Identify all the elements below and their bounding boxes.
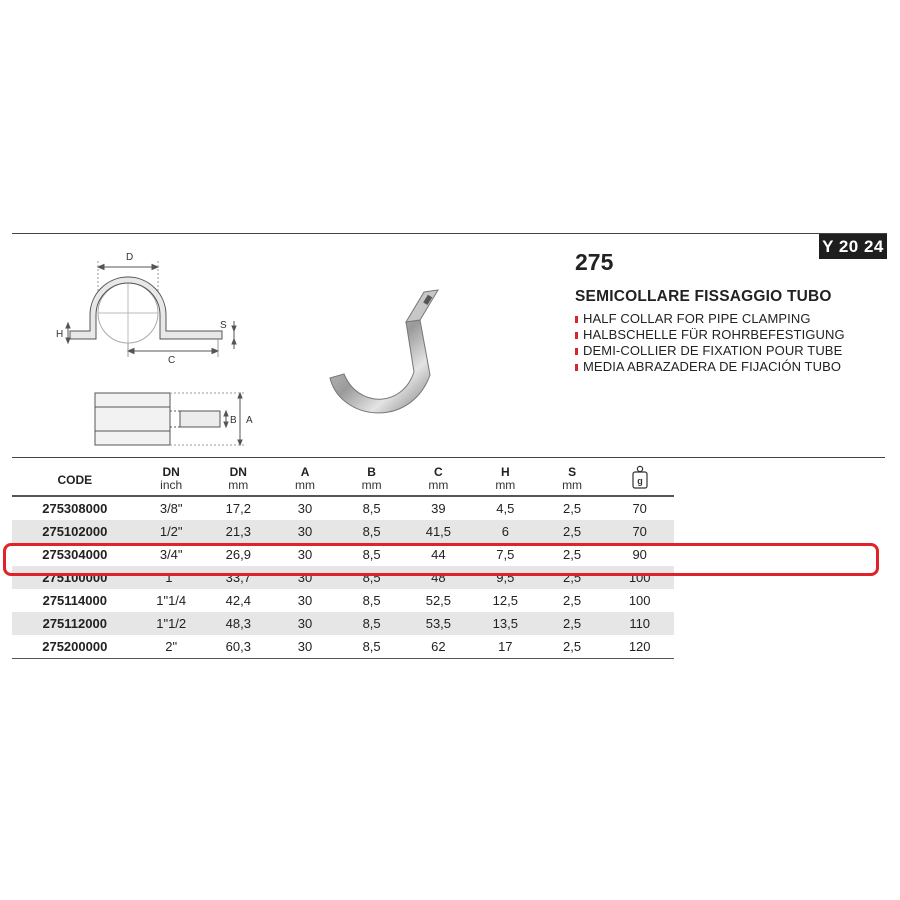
table-top-divider [12,457,885,458]
header-unit: mm [361,478,382,492]
cell-s: 2,5 [563,616,582,631]
cell-c: 62 [431,639,446,654]
cell-s: 2,5 [563,639,582,654]
col-header-s [539,465,606,496]
cell-a: 30 [297,639,313,654]
product-photo [310,280,470,440]
table-row [12,589,674,612]
translation-fr [575,343,845,359]
cell-dn-mm: 26,9 [225,547,251,562]
header-label: A [300,465,310,479]
cell-s: 2,5 [563,501,582,516]
dim-label-b: B [230,415,237,426]
cell-code: 275100000 [42,570,108,585]
cell-code: 275308000 [42,501,108,516]
cell-dn-inch: 2" [165,639,178,654]
translation-de [575,327,845,343]
bullet-icon [575,332,578,339]
table-row [12,612,674,635]
cell-dn-inch: 3/4" [159,547,183,562]
cell-h: 13,5 [492,616,518,631]
header-label: C [434,465,443,479]
cell-a: 30 [297,547,313,562]
header-unit: mm [228,478,249,492]
cell-b: 8,5 [362,639,381,654]
col-header-dn-mm [205,465,272,496]
bullet-icon [575,364,578,371]
product-code: 275 [575,249,614,275]
col-header-b [338,465,405,496]
bullet-icon [575,348,578,355]
cell-b: 8,5 [362,570,381,585]
header-unit: mm [495,478,516,492]
col-header-h [472,465,539,496]
cell-b: 8,5 [362,593,381,608]
cell-s: 2,5 [563,524,582,539]
table-row [12,496,674,520]
year-badge: Y 20 24 [819,234,887,259]
header-unit: mm [428,478,449,492]
translations-list [575,311,845,375]
cell-weight: 70 [632,501,647,516]
cell-a: 30 [297,616,313,631]
cell-b: 8,5 [362,616,381,631]
product-title: SEMICOLLARE FISSAGGIO TUBO [575,288,832,305]
cell-h: 6 [501,524,509,539]
header-label: S [568,465,577,479]
translation-en [575,311,845,327]
translation-text: HALF COLLAR FOR PIPE CLAMPING [583,311,811,326]
highlighted-row-outline [3,543,879,576]
header-label: DN [229,465,247,479]
side-view-diagram [80,385,270,455]
dim-label-s: S [220,320,227,331]
cell-dn-mm: 17,2 [225,501,251,516]
cell-dn-mm: 21,3 [225,524,251,539]
cell-code: 275304000 [42,547,108,562]
cell-h: 4,5 [496,501,515,516]
header-label: DN [162,465,180,479]
dim-label-d: D [126,252,134,263]
translation-es [575,359,845,375]
cell-weight: 120 [628,639,651,654]
weight-icon [631,465,649,489]
cell-s: 2,5 [563,593,582,608]
cell-weight: 90 [632,547,647,562]
cell-code: 275200000 [42,639,108,654]
dim-label-h: H [56,329,64,340]
cell-weight: 100 [628,593,651,608]
table-row [12,635,674,659]
cell-code: 275102000 [42,524,108,539]
header-unit: inch [160,478,183,492]
header-label: B [367,465,376,479]
cell-dn-mm: 60,3 [225,639,251,654]
front-view-diagram [50,245,250,365]
cell-h: 12,5 [492,593,518,608]
weight-icon-label: g [636,476,643,486]
cell-b: 8,5 [362,547,381,562]
header-label: H [500,465,510,479]
cell-dn-mm: 42,4 [225,593,251,608]
dim-label-a: A [246,415,253,426]
cell-a: 30 [297,524,313,539]
spec-table-body [12,496,674,659]
cell-code: 275112000 [42,616,107,631]
cell-dn-inch: 1"1/4 [156,593,187,608]
cell-dn-inch: 1/2" [159,524,183,539]
table-row [12,520,674,543]
cell-c: 41,5 [425,524,452,539]
cell-c: 44 [431,547,446,562]
translation-text: MEDIA ABRAZADERA DE FIJACIÓN TUBO [583,359,842,374]
cell-s: 2,5 [563,570,582,585]
cell-dn-inch: 1"1/2 [156,616,187,631]
top-divider [12,233,887,234]
bullet-icon [575,316,578,323]
col-header-code [12,465,138,496]
cell-a: 30 [297,570,313,585]
cell-h: 17 [498,639,513,654]
cell-a: 30 [297,593,313,608]
header-label: CODE [57,473,93,487]
col-header-c [405,465,472,496]
cell-a: 30 [297,501,313,516]
table-header-row [12,465,674,496]
dim-label-c: C [168,355,176,365]
header-unit: mm [295,478,316,492]
col-header-a [272,465,339,496]
cell-b: 8,5 [362,524,381,539]
cell-weight: 70 [632,524,647,539]
cell-c: 48 [431,570,446,585]
cell-dn-mm: 48,3 [225,616,251,631]
cell-code: 275114000 [42,593,107,608]
cell-c: 53,5 [425,616,452,631]
cell-c: 52,5 [425,593,452,608]
cell-h: 7,5 [496,547,515,562]
cell-b: 8,5 [362,501,381,516]
cell-dn-inch: 3/8" [159,501,183,516]
cell-c: 39 [431,501,446,516]
cell-s: 2,5 [563,547,582,562]
header-unit: mm [562,478,583,492]
cell-dn-mm: 33,7 [225,570,251,585]
translation-text: DEMI-COLLIER DE FIXATION POUR TUBE [583,343,843,358]
cell-h: 9,5 [496,570,515,585]
cell-weight: 110 [629,616,651,631]
cell-weight: 100 [628,570,651,585]
col-header-weight [605,465,674,496]
cell-dn-inch: 1" [165,570,178,585]
translation-text: HALBSCHELLE FÜR ROHRBEFESTIGUNG [583,327,845,342]
col-header-dn-inch [138,465,205,496]
